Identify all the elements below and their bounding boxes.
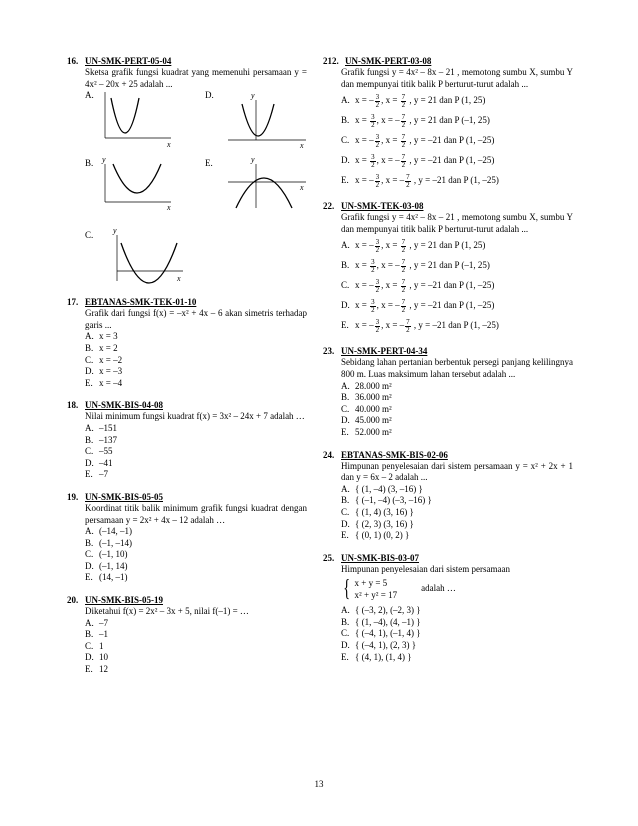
option: D. x = –3: [85, 366, 123, 377]
question-text: Himpunan penyelesaian dari sistem persamaan y = x² + 2x + 1 dan y = 6x – 2 adalah ...: [341, 460, 573, 483]
option-label: D.: [205, 90, 214, 101]
graph-b: [93, 152, 173, 212]
question-code: UN-SMK-BIS-03-07: [341, 552, 419, 563]
option: D. { (2, 3) (3, 16) }: [341, 518, 414, 529]
option: E. { (0, 1) (0, 2) }: [341, 530, 410, 541]
option: D. x = $\frac{3}{2}$ , x = – $\frac{7}{2}$ , y = –21 dan P (1, –25): [341, 297, 495, 314]
question-21: 212. UN-SMK-PERT-03-08 Grafik fungsi y = 4x² – 8x – 21 , memotong sumbu X, sumbu Y dan mempunyai titik balik P berturut-turut adalah ... A. x = – $\frac{3}{2}$ , x = $\frac{7}{2}$ , y = 21 dan P (1, 25) B. x = $\frac{3}{2}$ , x = – $\frac{7}{2}$ , y = 21 dan P (–1, 25) C. x = – $\frac{3}{2}$ , x = $\frac{7}{2}$ , y = –21 dan P (1, –25) D. x = $\frac{3}{2}$ , x = – $\frac{7}{2}$ , y = –21 dan P (1, –25) E. x = – $\frac{3}{2}$ , x = – $\frac{7}{2}$ , y = –21 dan P (1, –25): [323, 56, 573, 189]
question-text: Sketsa grafik fungsi kuadrat yang memenuhi persamaan y = 4x² – 20x + 25 adalah ...: [85, 67, 307, 89]
equation: x + y = 5: [354, 578, 388, 589]
option: C. 1: [85, 640, 104, 651]
question-text: Grafik fungsi y = 4x² – 8x – 21 , memotong sumbu X, sumbu Y dan mempunyai titik balik P berturut-turut adalah ...: [341, 212, 573, 234]
axis-x-label: x: [167, 140, 171, 150]
option: C. { (–4, 1), (–1, 4) }: [341, 628, 421, 639]
option: C. x = – $\frac{3}{2}$ , x = $\frac{7}{2}$ , y = –21 dan P (1, –25): [341, 277, 495, 294]
question-text: Koordinat titik balik minimum grafik fungsi kuadrat dengan persamaan y = 2x² + 4x – 12 adalah …: [85, 502, 307, 525]
graph-options: [85, 90, 307, 286]
option: B. 36.000 m²: [341, 392, 392, 403]
equation-tail: adalah …: [421, 583, 456, 594]
option: C. x = –2: [85, 354, 123, 365]
option-label: E.: [205, 158, 213, 169]
question-code: UN-SMK-BIS-05-19: [85, 595, 163, 606]
option: B. x = $\frac{3}{2}$ , x = – $\frac{7}{2}$ , y = 21 dan P (–1, 25): [341, 257, 490, 274]
question-text: Nilai minimum fungsi kuadrat f(x) = 3x² – 24x + 7 adalah …: [85, 411, 305, 422]
option: B. (–1, –14): [85, 537, 132, 548]
question-25: 25. UN-SMK-BIS-03-07 Himpunan penyelesaian dari sistem persamaan { x + y = 5 x² + y² = 17 adalah … A. { (–3, 2), (–2, 3) } B. { (1, –4), (4, –1) } C. { (–4, 1), (–1, 4) } D. { (–4, 1), (2, 3) } E. { (4, 1), (1, 4) }: [323, 553, 573, 664]
option: E. –7: [85, 469, 108, 480]
graph-d: [220, 90, 310, 150]
question-22: 22. UN-SMK-TEK-03-08 Grafik fungsi y = 4x² – 8x – 21 , memotong sumbu X, sumbu Y dan mempunyai titik balik P berturut-turut adalah ... A. x = – $\frac{3}{2}$ , x = $\frac{7}{2}$ , y = 21 dan P (1, 25) B. x = $\frac{3}{2}$ , x = – $\frac{7}{2}$ , y = 21 dan P (–1, 25) C. x = – $\frac{3}{2}$ , x = $\frac{7}{2}$ , y = –21 dan P (1, –25) D. x = $\frac{3}{2}$ , x = – $\frac{7}{2}$ , y = –21 dan P (1, –25) E. x = – $\frac{3}{2}$ , x = – $\frac{7}{2}$ , y = –21 dan P (1, –25): [323, 201, 573, 334]
option: E. 52.000 m²: [341, 426, 392, 437]
question-text: Grafik fungsi y = 4x² – 8x – 21 , memotong sumbu X, sumbu Y dan mempunyai titik balik P berturut-turut adalah ...: [341, 67, 573, 89]
graph-e: [220, 152, 310, 212]
axis-y-label: y: [113, 226, 117, 236]
question-code: UN-SMK-PERT-05-04: [85, 56, 172, 66]
question-code: EBTANAS-SMK-BIS-02-06: [341, 449, 448, 460]
option: B. { (1, –4), (4, –1) }: [341, 616, 421, 627]
option: D. 10: [85, 652, 108, 663]
option: A. –7: [85, 617, 108, 628]
option: D. 45.000 m²: [341, 415, 392, 426]
axis-y-label: y: [102, 155, 106, 165]
option-label: C.: [85, 230, 94, 241]
axis-y-label: y: [251, 155, 255, 165]
question-text: Diketahui f(x) = 2x² – 3x + 5, nilai f(–1) = …: [85, 606, 249, 617]
question-20: 20. UN-SMK-BIS-05-19 Diketahui f(x) = 2x² – 3x + 5, nilai f(–1) = … A. –7 B. –1 C. 1 D. 10 E. 12: [67, 595, 307, 676]
option: B. x = 2: [85, 342, 118, 353]
axis-x-label: x: [177, 274, 181, 284]
axis-x-label: x: [167, 203, 171, 213]
option-label: A.: [85, 90, 94, 101]
option: C. (–1, 10): [85, 549, 128, 560]
option: D. –41: [85, 457, 113, 468]
option: B. –1: [85, 629, 108, 640]
question-code: UN-SMK-PERT-03-08: [345, 56, 432, 66]
question-code: UN-SMK-BIS-05-05: [85, 491, 163, 502]
option: E. x = –4: [85, 377, 123, 388]
page-number: 13: [314, 779, 324, 789]
option: C. 40.000 m²: [341, 403, 392, 414]
left-column: [67, 56, 307, 687]
question-header: 16. UN-SMK-PERT-05-04: [67, 56, 172, 66]
option: C. x = – $\frac{3}{2}$ , x = $\frac{7}{2}$ , y = –21 dan P (1, –25): [341, 132, 495, 149]
option: A. { (1, –4) (3, –16) }: [341, 483, 423, 494]
option: A. x = – $\frac{3}{2}$ , x = $\frac{7}{2}$ , y = 21 dan P (1, 25): [341, 92, 486, 109]
option-label: B.: [85, 158, 94, 169]
brace-icon: {: [343, 576, 351, 603]
graph-c: [105, 225, 185, 287]
question-text: Sebidang lahan pertanian berbentuk persegi panjang kelilingnya 800 m. Luas maksimum lahan tersebut adalah ...: [341, 357, 573, 379]
question-code: EBTANAS-SMK-TEK-01-10: [85, 297, 197, 308]
option: E. x = – $\frac{3}{2}$ , x = – $\frac{7}{2}$ , y = –21 dan P (1, –25): [341, 172, 499, 189]
option: A. x = 3: [85, 331, 118, 342]
equation-system: [341, 577, 573, 601]
equation: x² + y² = 17: [354, 590, 398, 601]
option: D. { (–4, 1), (2, 3) }: [341, 640, 417, 651]
question-23: 23. UN-SMK-PERT-04-34 Sebidang lahan pertanian berbentuk persegi panjang kelilingnya 800 m. Luas maksimum lahan tersebut adalah ... A. 28.000 m² B. 36.000 m² C. 40.000 m² D. 45.000 m² E. 52.000 m²: [323, 346, 573, 437]
option: E. 12: [85, 664, 108, 675]
option: D. x = $\frac{3}{2}$ , x = – $\frac{7}{2}$ , y = –21 dan P (1, –25): [341, 152, 495, 169]
option: A. –151: [85, 422, 117, 433]
axis-y-label: y: [251, 91, 255, 101]
option: C. –55: [85, 446, 113, 457]
option: A. (–14, –1): [85, 526, 132, 537]
option: A. x = – $\frac{3}{2}$ , x = $\frac{7}{2}$ , y = 21 dan P (1, 25): [341, 237, 486, 254]
question-16: [67, 56, 307, 286]
option: E. x = – $\frac{3}{2}$ , x = – $\frac{7}{2}$ , y = –21 dan P (1, –25): [341, 317, 499, 334]
question-17: 17. EBTANAS-SMK-TEK-01-10 Grafik dari fungsi f(x) = –x² + 4x – 6 akan simetris terhadap garis ... A. x = 3 B. x = 2 C. x = –2 D. x = –3 E. x = –4: [67, 297, 307, 388]
question-code: UN-SMK-PERT-04-34: [341, 346, 428, 357]
right-column: [323, 56, 573, 674]
question-text: Himpunan penyelesaian dari sistem persamaan: [341, 563, 510, 574]
option: D. (–1, 14): [85, 560, 128, 571]
graph-a: [93, 90, 173, 150]
option: E. (14, –1): [85, 572, 128, 583]
option: C. { (1, 4) (3, 16) }: [341, 506, 414, 517]
option: B. –137: [85, 434, 117, 445]
question-text: Grafik dari fungsi f(x) = –x² + 4x – 6 akan simetris terhadap garis ...: [85, 308, 307, 330]
option: B. { (–1, –4) (–3, –16) }: [341, 495, 432, 506]
axis-x-label: x: [300, 183, 304, 193]
question-code: UN-SMK-TEK-03-08: [341, 201, 424, 212]
question-19: 19. UN-SMK-BIS-05-05 Koordinat titik balik minimum grafik fungsi kuadrat dengan persamaan y = 2x² + 4x – 12 adalah … A. (–14, –1) B. (–1, –14) C. (–1, 10) D. (–1, 14) E. (14, –1): [67, 491, 307, 583]
question-24: 24. EBTANAS-SMK-BIS-02-06 Himpunan penyelesaian dari sistem persamaan y = x² + 2x + 1 dan y = 6x – 2 adalah ... A. { (1, –4) (3, –16) } B. { (–1, –4) (–3, –16) } C. { (1, 4) (3, 16) } D. { (2, 3) (3, 16) } E. { (0, 1) (0, 2) }: [323, 449, 573, 541]
axis-x-label: x: [300, 141, 304, 151]
option: A. 28.000 m²: [341, 380, 392, 391]
option: B. x = $\frac{3}{2}$ , x = – $\frac{7}{2}$ , y = 21 dan P (–1, 25): [341, 112, 490, 129]
question-code: UN-SMK-BIS-04-08: [85, 400, 163, 411]
option: E. { (4, 1), (1, 4) }: [341, 651, 412, 662]
option: A. { (–3, 2), (–2, 3) }: [341, 605, 421, 616]
question-18: 18. UN-SMK-BIS-04-08 Nilai minimum fungsi kuadrat f(x) = 3x² – 24x + 7 adalah … A. –151 B. –137 C. –55 D. –41 E. –7: [67, 400, 307, 481]
